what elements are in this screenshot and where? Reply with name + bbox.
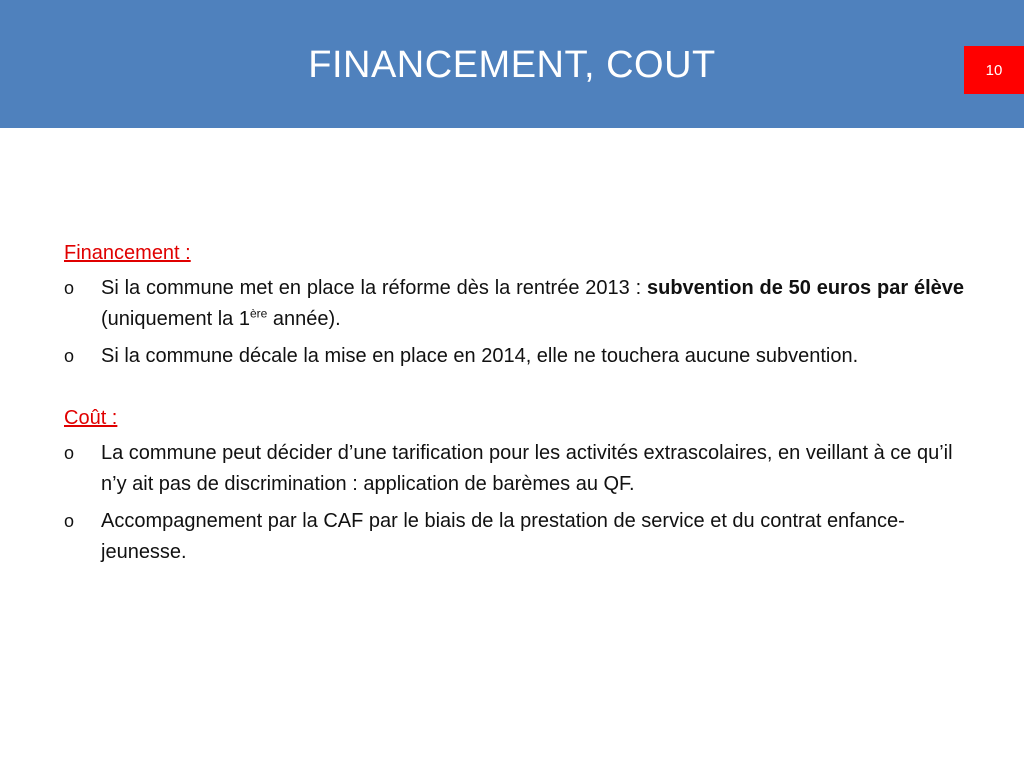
list-item (64, 506, 964, 568)
financement-item-2: Si la commune décale la mise en place en 2014, elle ne touchera aucune subvention. (101, 345, 859, 367)
bullet-icon: o (64, 511, 75, 531)
item-text: (uniquement la 1 (101, 308, 250, 330)
item-text: année). (267, 308, 341, 330)
bullet-icon: o (64, 346, 75, 366)
cout-item-1: La commune peut décider d’une tarification pour les activités extrascolaires, en veillant à ce qu’il n’y ait pas de discrimination : application de barèmes au QF. (101, 442, 953, 495)
slide-header (0, 0, 1024, 128)
slide-title: FINANCEMENT, COUT (308, 44, 716, 86)
bullet-icon: o (64, 278, 75, 298)
item-superscript: ère (249, 306, 268, 321)
cout-section (64, 403, 964, 568)
cout-item-2: Accompagnement par la CAF par le biais de la prestation de service et du contrat enfance-jeunesse. (101, 510, 905, 563)
cout-heading: Coût : (64, 407, 118, 429)
financement-section (64, 238, 964, 372)
list-item (64, 438, 964, 500)
list-item (64, 341, 964, 372)
item-text: Si la commune met en place la réforme dès la rentrée 2013 : (101, 277, 647, 299)
list-item (64, 273, 964, 335)
page-number-badge: 10 (964, 46, 1024, 94)
bullet-icon: o (64, 443, 75, 463)
cout-list (64, 438, 964, 568)
financement-item-1 (101, 273, 964, 335)
slide-content (64, 238, 964, 599)
financement-heading: Financement : (64, 242, 191, 264)
financement-list (64, 273, 964, 372)
item-bold-text: subvention de 50 euros par élève (646, 277, 964, 299)
